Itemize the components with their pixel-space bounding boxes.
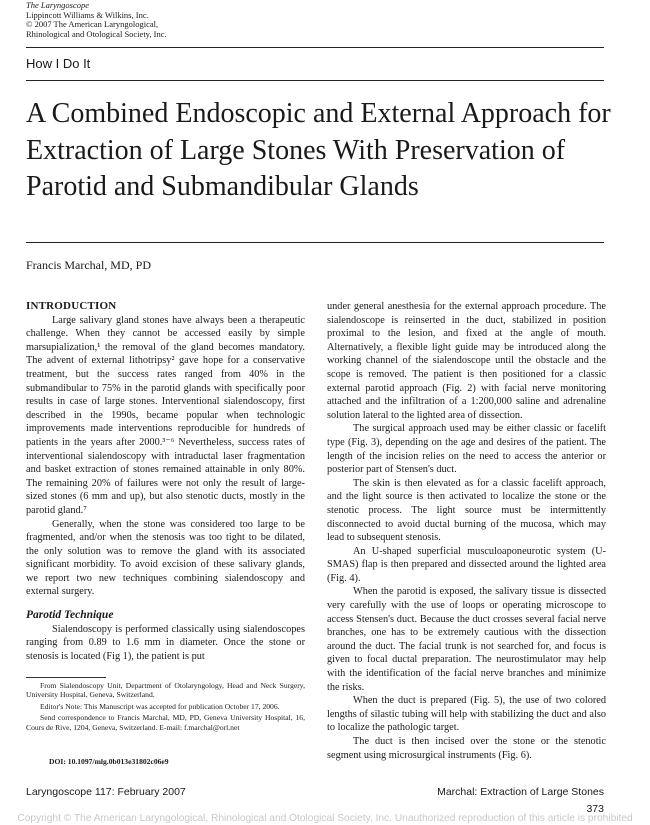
- left-column: [26, 300, 305, 663]
- article-title: A Combined Endoscopic and External Approach for Extraction of Large Stones With Preservation of Parotid and Submandibular Glands: [26, 98, 611, 202]
- doi: DOI: 10.1097/mlg.0b013e31802c06e9: [49, 757, 169, 766]
- footnote-editors-note: Editor's Note: This Manuscript was accepted for publication October 17, 2006.: [40, 701, 280, 711]
- footer-running-title: Marchal: Extraction of Large Stones: [437, 786, 604, 798]
- section-label: How I Do It: [26, 56, 91, 71]
- publisher-name: Lippincott Williams & Wilkins, Inc.: [26, 9, 149, 20]
- paragraph: under general anesthesia for the external approach procedure. The sialendoscope is reinserted in the duct, stabilized in position proximal to the lesion, and fixed at the angle of mouth. Alternatively, a flexible light guide may be introduced along the working channel of the sialendoscope until the obstacle and the scope is removed. The patient is then positioned for a classic external parotid approach (Fig. 2) with facial nerve monitoring attached and the infiltration of a 1:200,000 saline and adrenaline solution lateral to the lighted area of dissection.: [327, 301, 606, 421]
- section-rule: [26, 80, 604, 81]
- paragraph: Generally, when the stone was considered too large to be fragmented, and/or when the stenosis was too tight to be dilated, the only solution was to remove the gland with its associated significant morbidity. To avoid excision of these salivary glands, we report two new techniques combining sialendoscopy and external surgery.: [26, 518, 305, 598]
- parotid-technique-heading: Parotid Technique: [26, 609, 114, 622]
- journal-name: The Laryngoscope: [26, 0, 90, 10]
- footnotes: [26, 681, 305, 734]
- publisher-block: [26, 1, 167, 39]
- paragraph: When the duct is prepared (Fig. 5), the use of two colored lengths of silastic tubing will help with stabilizing the duct and also to localize the pathologic target.: [327, 695, 606, 734]
- copyright-line-2: Rhinological and Otological Society, Inc.: [26, 28, 167, 39]
- footnote-rule: [26, 677, 106, 678]
- footnote-correspondence: Send correspondence to Francis Marchal, MD, PD, Geneva University Hospital, 16, Cours de Rive, 1204, Geneva, Switzerland. E-mail: f.marchal@orl.net: [26, 713, 305, 732]
- page-number: 373: [586, 803, 604, 815]
- paragraph: When the parotid is exposed, the salivary tissue is dissected very carefully with the use of loops or operating microscope to access Stensen's duct. Because the duct crosses several facial nerve branches, one has to be extremely cautious with the dissection around the duct. The facial trunk is not searched for, and focus is given to focal ductal preparation. The neurostimulator may help with the identification of the facial nerve branches and minimize the risks.: [327, 586, 606, 693]
- copyright-watermark: Copyright © The American Laryngological, Rhinological and Otological Society, Inc. Unauthorized reproduction of this article is prohibited: [17, 813, 633, 824]
- copyright-line-1: © 2007 The American Laryngological,: [26, 19, 159, 30]
- paragraph: The duct is then incised over the stone or the stenotic segment using microsurgical instruments (Fig. 6).: [327, 736, 606, 761]
- introduction-heading: INTRODUCTION: [26, 300, 117, 312]
- paragraph: Large salivary gland stones have always been a therapeutic challenge. When they cannot be accessed easily by simple marsupialization,¹ the removal of the gland becomes mandatory. The advent of external lithotripsy² gave hope for a conservative treatment, but the success rates ranged from 40% in the submandibular to 75% in the parotid glands with specifically poor results in case of large stones. Interventional sialendoscopy, first described in the 1990s, became popular when technologic improvements made interventions reproducible for hundreds of patients in the years after 2000.³⁻⁶ Nevertheless, success rates of interventional sialendoscopy with intraductal laser fragmentation and basket extraction of stones remained attainable in only 80%. The remaining 20% of failures were not only the result of large-sized stones (6 mm and up), but also stenotic ducts, mostly in the parotid gland.⁷: [26, 314, 305, 516]
- right-column: [327, 300, 606, 762]
- top-rule: [26, 47, 604, 48]
- paragraph: The surgical approach used may be either classic or facelift type (Fig. 3), depending on the age and desires of the patient. The length of the incision relies on the need to access the anterior or posterior part of Stensen's duct.: [327, 423, 606, 476]
- paragraph: The skin is then elevated as for a classic facelift approach, and the light source is then activated to localize the stone or the stenotic process. The light source must be intermittently disconnected to avoid ductal burning of the mucosa, which may lead to subsequent stenosis.: [327, 477, 606, 544]
- paragraph: An U-shaped superficial musculoaponeurotic system (U-SMAS) flap is then prepared and dissected around the lighted area (Fig. 4).: [327, 545, 606, 584]
- title-rule: [26, 242, 604, 243]
- footer-journal: Laryngoscope 117: February 2007: [26, 786, 186, 798]
- footnote-affiliation: From Sialendoscopy Unit, Department of Otolaryngology, Head and Neck Surgery, University Hospital, Geneva, Switzerland.: [26, 681, 305, 700]
- paragraph: Sialendoscopy is performed classically using sialendoscopes ranging from 0.89 to 1.6 mm in diameter. Once the stone or stenosis is located (Fig 1), the patient is put: [26, 623, 305, 662]
- author: Francis Marchal, MD, PD: [26, 258, 151, 272]
